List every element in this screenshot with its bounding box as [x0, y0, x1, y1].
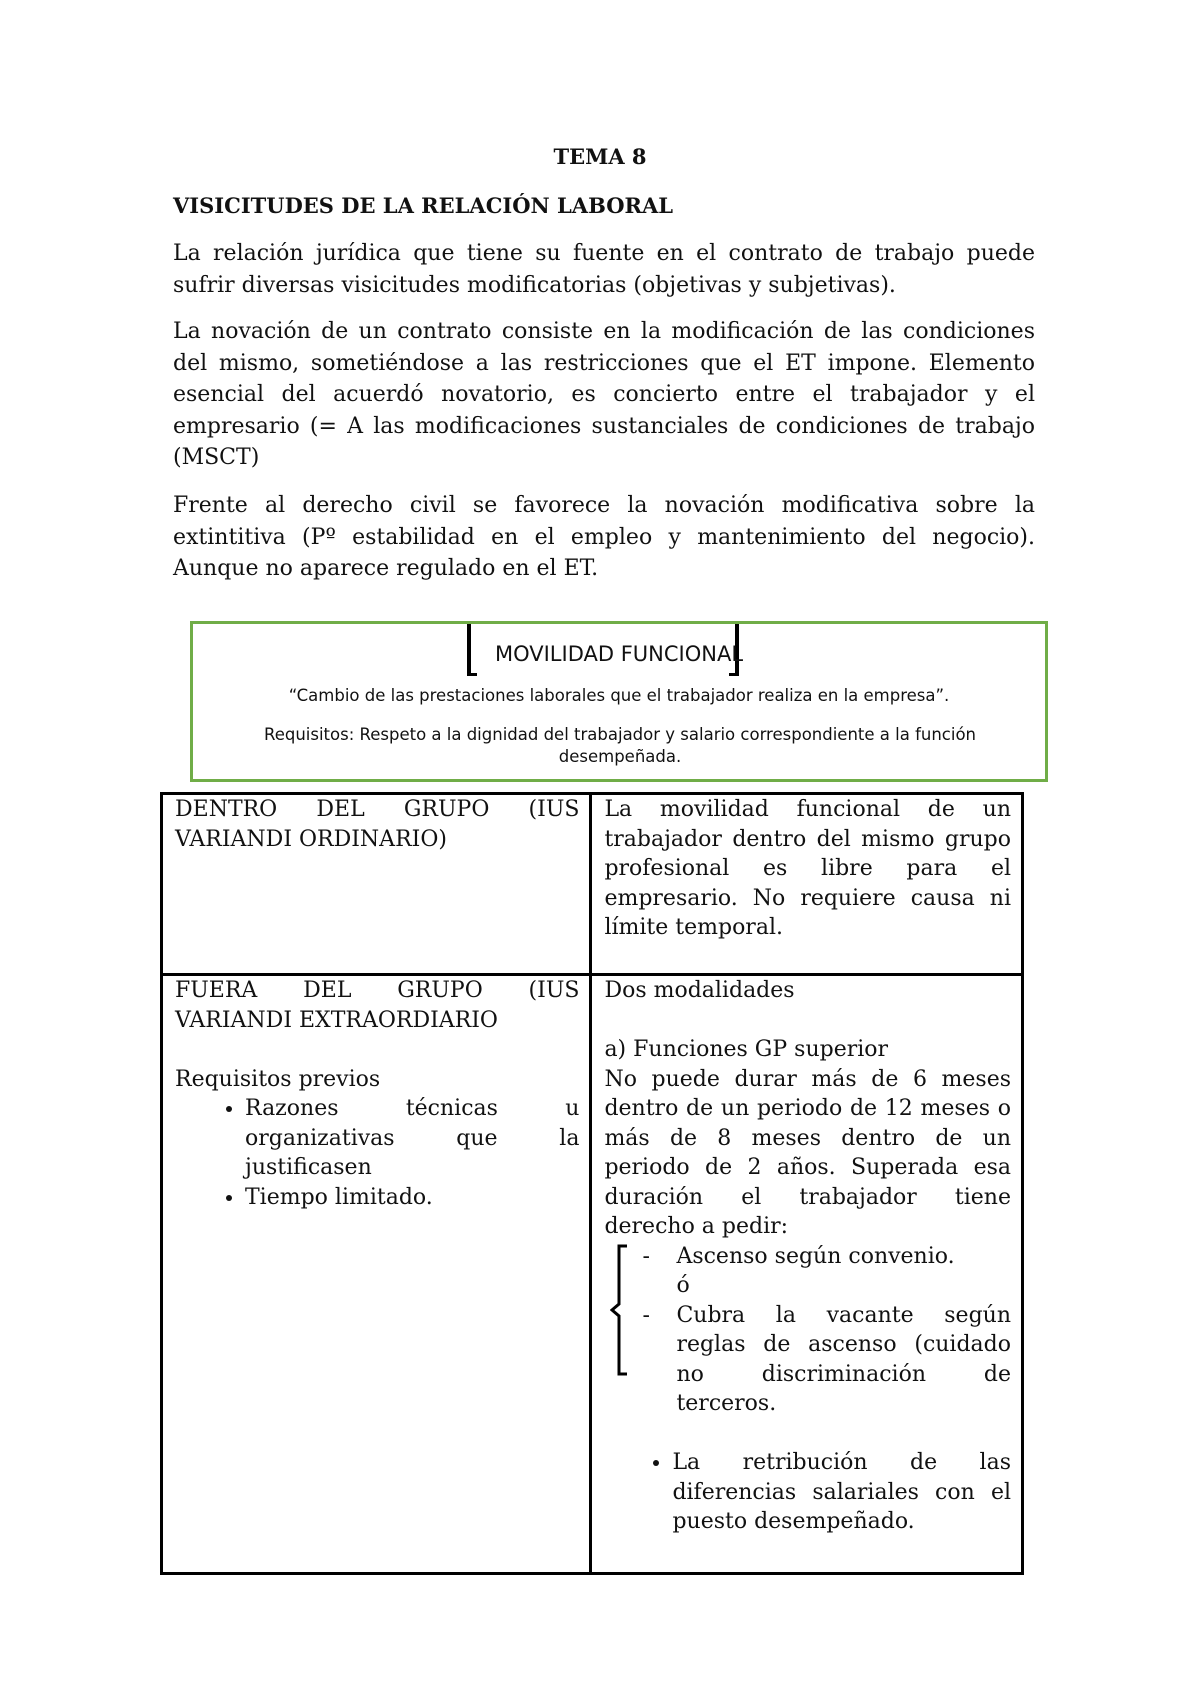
table-cell-dentro-grupo-desc: La movilidad funcional de un trabajador dentro del mismo grupo profesional es libre para el empresario. No requiere causa ni límite temporal. [591, 794, 1023, 975]
movilidad-table [160, 792, 1024, 1575]
dash-item-text: Cubra la vacante según reglas de ascenso (cuidado no discriminación de terceros. [676, 1302, 1011, 1416]
modalidad-a-text: No puede durar más de 6 meses dentro de un periodo de 12 meses o más de 8 meses dentro de un periodo de 2 años. Superada esa duración el trabajador tiene derecho a pedir: [604, 1066, 1011, 1239]
movilidad-funcional-box [190, 621, 1048, 782]
list-item: • Razones técnicas u organizativas que la justificasen [245, 1094, 579, 1183]
list-item: • La retribución de las diferencias salariales con el puesto desempeñado. [672, 1448, 1011, 1537]
box-requirements: Requisitos: Respeto a la dignidad del trabajador y salario correspondiente a la función desempeñada. [263, 725, 977, 766]
requisitos-previos-label: Requisitos previos [175, 1066, 381, 1092]
page-title: TEMA 8 [553, 144, 647, 169]
list-item: • Tiempo limitado. [245, 1183, 579, 1213]
table-row [162, 975, 1023, 1574]
or-label: ó [676, 1273, 690, 1298]
paragraph-2: La novación de un contrato consiste en la modificación de las condiciones del mismo, sometiéndose a las restricciones que el ET impone. Elemento esencial del acuerdó novatorio, es concierto entre el trabajador y el empresario (= A las modificaciones sustanciales de condiciones de trabajo (MSCT) [173, 319, 1035, 470]
retribucion-list [604, 1448, 1011, 1537]
dash-item [604, 1242, 1011, 1272]
box-quote: “Cambio de las prestaciones laborales que el trabajador realiza en la empresa”. [288, 686, 950, 705]
box-title: MOVILIDAD FUNCIONAL [494, 642, 744, 666]
table-cell-fuera-grupo [162, 975, 591, 1574]
dash-item-text: Ascenso según convenio. [676, 1243, 955, 1269]
dash-marker: - [642, 1243, 650, 1269]
dash-marker: - [642, 1302, 650, 1328]
requisitos-list [175, 1094, 579, 1212]
fuera-grupo-title: FUERA DEL GRUPO (IUS VARIANDI EXTRAORDIARIO [175, 978, 580, 1033]
dash-item [604, 1301, 1011, 1419]
paragraph-3: Frente al derecho civil se favorece la novación modificativa sobre la extintitiva (Pº estabilidad en el empleo y mantenimiento del negocio). Aunque no aparece regulado en el ET. [173, 493, 1035, 581]
dos-modalidades-label: Dos modalidades [604, 978, 795, 1003]
opciones-block [604, 1242, 1011, 1419]
table-row [162, 794, 1023, 975]
table-cell-fuera-grupo-desc [591, 975, 1023, 1574]
or-label-row [604, 1271, 1011, 1301]
section-heading: VISICITUDES DE LA RELACIÓN LABORAL [173, 193, 674, 218]
modalidad-a-label: a) Funciones GP superior [604, 1037, 889, 1062]
paragraph-1: La relación jurídica que tiene su fuente en el contrato de trabajo puede sufrir diversas visicitudes modificatorias (objetivas y subjetivas). [173, 241, 1035, 298]
table-cell-dentro-grupo: DENTRO DEL GRUPO (IUS VARIANDI ORDINARIO) [162, 794, 591, 975]
